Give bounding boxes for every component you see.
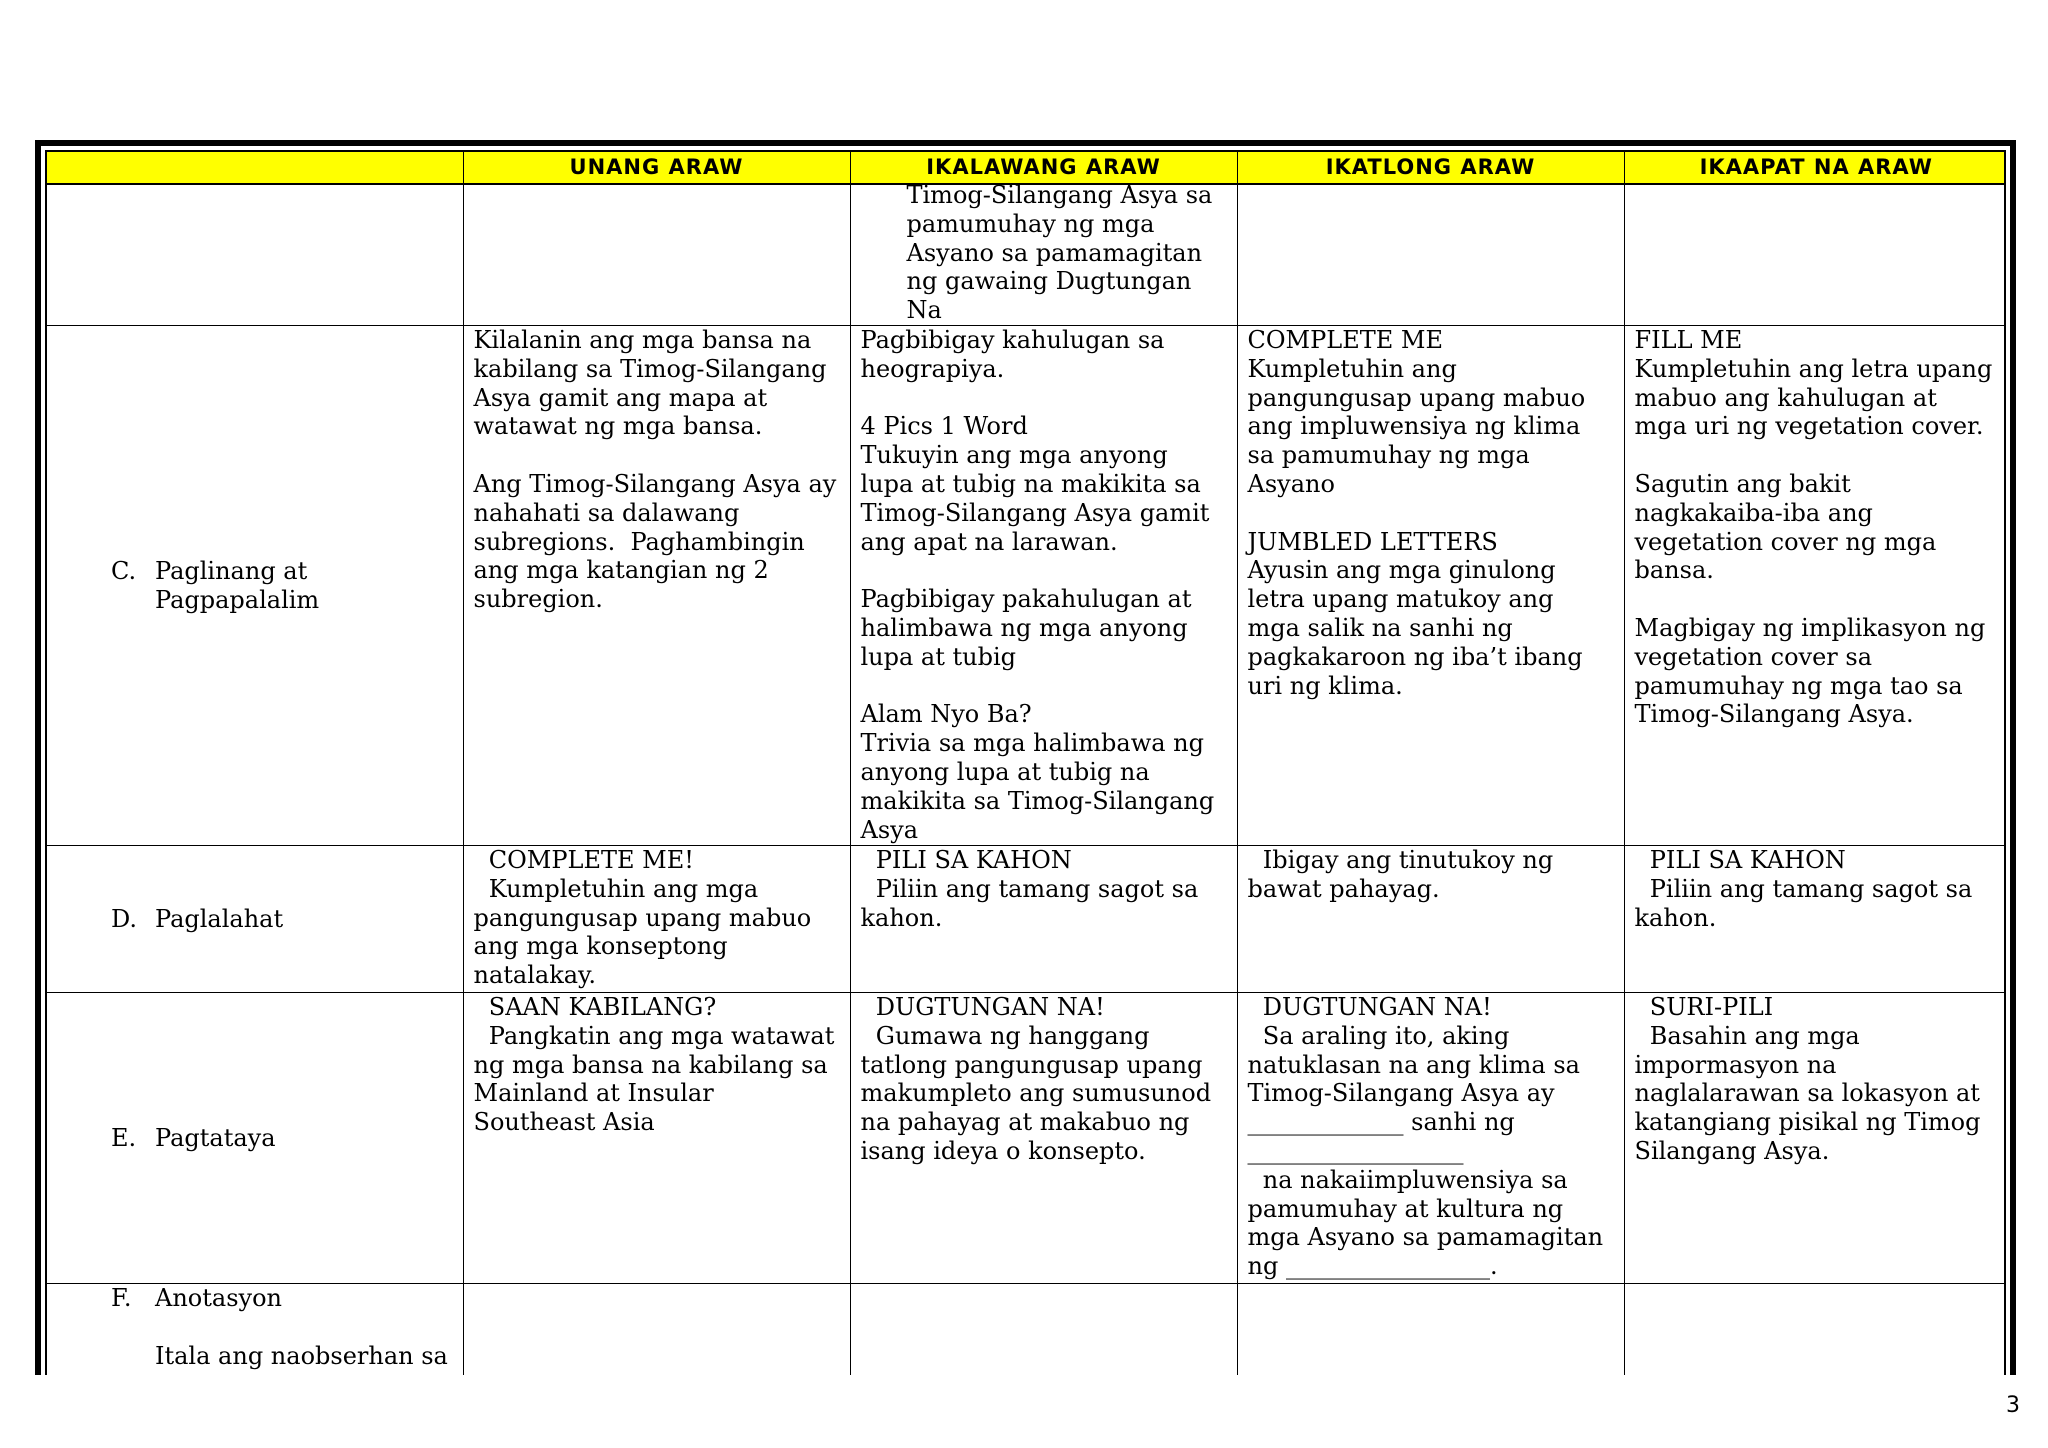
table-cell (1237, 184, 1624, 326)
table-row (47, 846, 2006, 993)
table-cell (850, 326, 1237, 846)
table-cell (463, 326, 850, 846)
row-label-cell (47, 1284, 463, 1376)
table-cell (463, 184, 850, 326)
row-label: Paglinang at Pagpapalalim (155, 556, 320, 614)
table-cell (1624, 846, 2006, 993)
cell-text: DUGTUNGAN NA! Sa araling ito, aking natuklasan na ang klima sa Timog-Silangang Asya ay _____________ sanhi ng __________________ na nakaiimpluwensiya sa pamumuhay at kultura ng mga Asyano sa pamamagitan ng _________________. (1247, 993, 1604, 1281)
cell-text: SAAN KABILANG? Pangkatin ang mga watawat ng mga bansa na kabilang sa Mainland at Insular Southeast Asia (473, 993, 835, 1137)
row-label: Pagtataya (155, 1123, 276, 1152)
row-letter: E. (111, 1123, 137, 1152)
table-cell (1624, 184, 2006, 326)
page-number: 3 (2006, 1393, 2020, 1418)
cell-text: DUGTUNGAN NA! Gumawa ng hanggang tatlong pangungusap upang makumpleto ang sumusunod na pahayag at makabuo ng isang ideya o konsepto. (860, 993, 1212, 1165)
table-cell (1624, 1284, 2006, 1376)
cell-text: PILI SA KAHON Piliin ang tamang sagot sa kahon. (860, 846, 1199, 932)
row-letter: F. (111, 1284, 132, 1312)
cell-text: FILL ME Kumpletuhin ang letra upang mabuo ang kahulugan at mga uri ng vegetation cover. Sagutin ang bakit nagkakaiba-iba ang vegetation cover ng mga bansa. Magbigay ng implikasyon ng vegetation cover sa pamumuhay ng mga tao sa Timog-Silangang Asya. (1634, 326, 1993, 729)
lesson-plan-inner-border (45, 150, 2006, 1375)
table-cell (463, 846, 850, 993)
row-label: Anotasyon Itala ang naobserhan sa (155, 1284, 448, 1370)
table-cell (1237, 326, 1624, 846)
row-label-cell (47, 326, 463, 846)
cell-text: SURI-PILI Basahin ang mga impormasyon na naglalarawan sa lokasyon at katangiang pisikal ng Timog Silangang Asya. (1634, 993, 1981, 1165)
table-cell (463, 993, 850, 1284)
cell-text: PILI SA KAHON Piliin ang tamang sagot sa kahon. (1634, 846, 1973, 932)
row-label-cell (47, 184, 463, 326)
row-label: Paglalahat (155, 904, 284, 933)
cell-text: Ibigay ang tinutukoy ng bawat pahayag. (1247, 846, 1554, 903)
cell-text: COMPLETE ME Kumpletuhin ang pangungusap upang mabuo ang impluwensiya ng klima sa pamumuhay ng mga Asyano JUMBLED LETTERS Ayusin ang mga ginulong letra upang matukoy ang mga salik na sanhi ng pagkakaroon ng iba’t ibang uri ng klima. (1247, 326, 1586, 700)
header-ikatlong-araw: IKATLONG ARAW (1237, 152, 1624, 184)
cell-text: Timog-Silangang Asya sa pamumuhay ng mga Asyano sa pamamagitan ng gawaing Dugtungan Na (906, 184, 1213, 325)
table-cell (1237, 993, 1624, 1284)
table-cell (1237, 1284, 1624, 1376)
header-blank (47, 152, 463, 184)
header-ikalawang-araw: IKALAWANG ARAW (850, 152, 1237, 184)
table-cell (1624, 326, 2006, 846)
table-cell (850, 846, 1237, 993)
table-row (47, 184, 2006, 326)
table-cell (463, 1284, 850, 1376)
header-ikaapat-na-araw: IKAAPAT NA ARAW (1624, 152, 2006, 184)
lesson-plan-frame (35, 140, 2016, 1375)
table-cell (1624, 993, 2006, 1284)
cell-text: Pagbibigay kahulugan sa heograpiya. 4 Pics 1 Word Tukuyin ang mga anyong lupa at tubig na makikita sa Timog-Silangang Asya gamit ang apat na larawan. Pagbibigay pakahulugan at halimbawa ng mga anyong lupa at tubig Alam Nyo Ba? Trivia sa mga halimbawa ng anyong lupa at tubig na makikita sa Timog-Silangang Asya (860, 326, 1215, 844)
table-row (47, 993, 2006, 1284)
lesson-plan-table (47, 152, 2006, 1375)
row-label-cell (47, 846, 463, 993)
table-cell (850, 993, 1237, 1284)
table-row (47, 1284, 2006, 1376)
row-label-cell (47, 993, 463, 1284)
table-cell (1237, 846, 1624, 993)
header-row (47, 152, 2006, 184)
row-letter: C. (111, 556, 137, 585)
table-cell (850, 184, 1237, 326)
row-letter: D. (111, 904, 138, 933)
table-cell (850, 1284, 1237, 1376)
cell-text: COMPLETE ME! Kumpletuhin ang mga pangungusap upang mabuo ang mga konseptong natalakay. (473, 846, 812, 990)
cell-text: Kilalanin ang mga bansa na kabilang sa Timog-Silangang Asya gamit ang mapa at watawat ng mga bansa. Ang Timog-Silangang Asya ay nahahati sa dalawang subregions. Paghambingin ang mga katangian ng 2 subregion. (473, 326, 837, 614)
header-unang-araw: UNANG ARAW (463, 152, 850, 184)
table-row (47, 326, 2006, 846)
